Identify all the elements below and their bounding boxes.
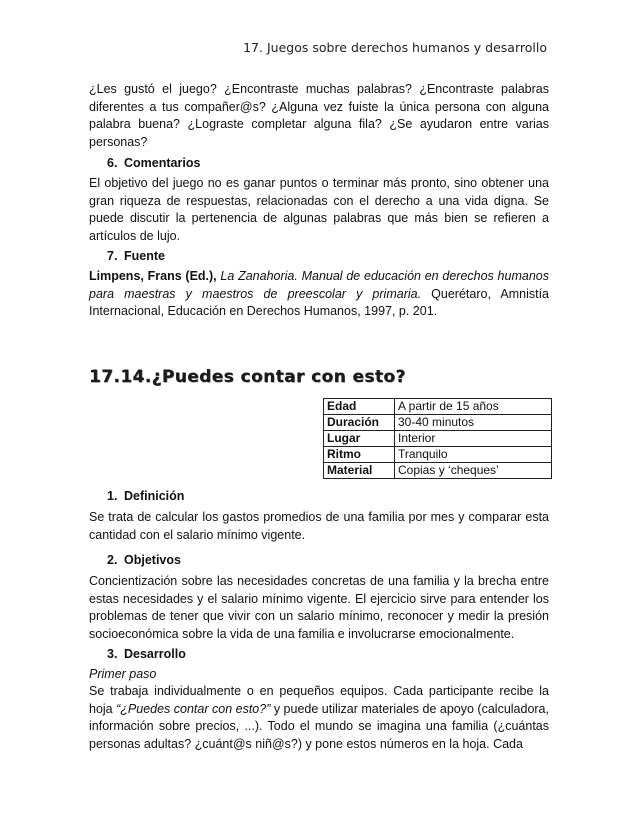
section-number: 2. (107, 553, 118, 567)
intro-paragraph: ¿Les gustó el juego? ¿Encontraste muchas palabras? ¿Encontraste palabras diferentes a tus compañer@s? ¿Alguna vez fuiste la única persona con alguna palabra buena? ¿Lograste completar alguna fila? ¿Se ayudaron entre varias personas? (89, 82, 549, 149)
fuente-paragraph (89, 268, 549, 321)
table-row (324, 447, 552, 463)
section-heading-objetivos (107, 553, 181, 567)
definicion-paragraph: Se trata de calcular los gastos promedios de una familia por mes y comparar esta cantidad con el salario mínimo vigente. (89, 510, 549, 542)
info-value: Interior (395, 431, 552, 447)
table-row (324, 415, 552, 431)
section-title: Definición (124, 489, 185, 503)
info-value: A partir de 15 años (395, 399, 552, 415)
info-value: 30-40 minutos (395, 415, 552, 431)
section-heading-fuente (107, 249, 165, 263)
game-info-table (323, 398, 552, 479)
info-key: Ritmo (324, 447, 395, 463)
sheet-title-quote: “¿Puedes contar con esto?” (116, 701, 271, 716)
section-title: Desarrollo (124, 647, 186, 661)
desarrollo-text-b: y puede utilizar materiales de apoyo (calculadora, información sobre precios, ...). Todo el mundo se imagina una familia (¿cuántas personas adultas? ¿cuánt@s niñ@s?) y pone estos números en la hoja. Cada (89, 701, 549, 751)
section-number: 1. (107, 489, 118, 503)
desarrollo-paragraph (89, 683, 549, 753)
section-number: 7. (107, 249, 118, 263)
info-key: Duración (324, 415, 395, 431)
section-title: Comentarios (124, 156, 201, 170)
desarrollo-subheading: Primer paso (89, 667, 157, 681)
info-key: Edad (324, 399, 395, 415)
objetivos-paragraph: Concientización sobre las necesidades concretas de una familia y la brecha entre estas necesidades y el salario mínimo vigente. El ejercicio sirve para entender los problemas de tener que vivir con un salario mínimo, reconocer y medir la presión socioeconómica sobre la vida de una familia e involucrarse emocionalmente. (89, 574, 549, 641)
section-title: Fuente (124, 249, 165, 263)
table-row (324, 431, 552, 447)
section-number: 6. (107, 156, 118, 170)
table-row (324, 399, 552, 415)
source-publication: Querétaro, Amnistía Internacional, Educación en Derechos Humanos, 1997, p. 201. (89, 286, 549, 318)
section-number: 3. (107, 647, 118, 661)
comentarios-paragraph: El objetivo del juego no es ganar puntos o terminar más pronto, sino obtener una gran riqueza de respuestas, relacionadas con el derecho a una vida digna. Se puede discutir la pertenencia de algunas palabras que más bien se refieren a artículos de lujo. (89, 176, 549, 243)
info-key: Lugar (324, 431, 395, 447)
info-key: Material (324, 463, 395, 479)
source-book-title: La Zanahoria. Manual de educación en derechos humanos para maestras y maestros de preescolar y primaria. (89, 269, 549, 301)
section-heading-comentarios (107, 156, 200, 170)
section-heading-definicion (107, 489, 184, 503)
source-author: Limpens, Frans (Ed.), (89, 269, 217, 283)
info-value: Tranquilo (395, 447, 552, 463)
section-heading-desarrollo (107, 647, 186, 661)
game-title: 17.14.¿Puedes contar con esto? (89, 367, 406, 387)
running-header: 17. Juegos sobre derechos humanos y desarrollo (243, 40, 547, 55)
section-title: Objetivos (124, 553, 181, 567)
table-row (324, 463, 552, 479)
info-value: Copias y ‘cheques’ (395, 463, 552, 479)
desarrollo-text-a: Se trabaja individualmente o en pequeños equipos. Cada participante recibe la hoja (89, 684, 549, 716)
